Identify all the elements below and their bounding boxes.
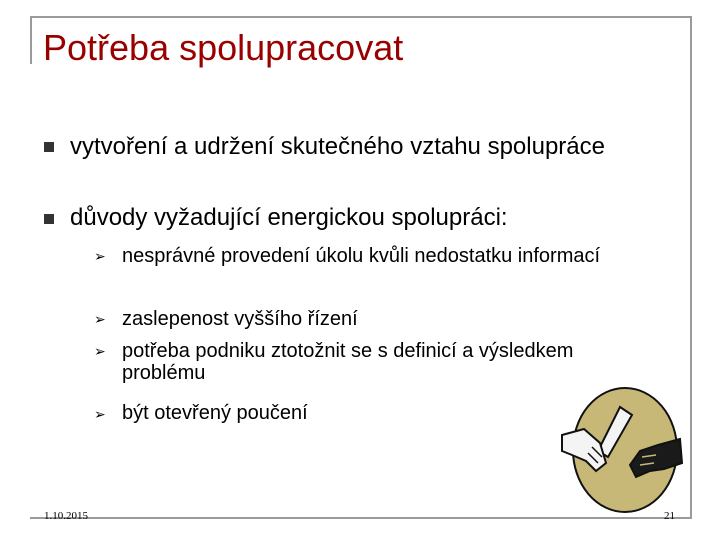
- sub-bullet-item: potřeba podniku ztotožnit se s definicí a výsledkem problému: [122, 340, 574, 384]
- sub-bullet-item: být otevřený poučení: [122, 402, 308, 424]
- arrowhead-bullet-icon: ➢: [94, 344, 106, 360]
- handshake-emblem-icon: [560, 385, 690, 515]
- bullet-item: vytvoření a udržení skutečného vztahu spolupráce: [70, 133, 605, 160]
- page-number: 21: [664, 510, 675, 522]
- square-bullet-icon: [44, 214, 54, 224]
- slide-frame-left: [30, 16, 32, 64]
- footer-date: 1.10.2015: [44, 510, 88, 522]
- arrowhead-bullet-icon: ➢: [94, 407, 106, 423]
- slide-title: Potřeba spolupracovat: [43, 27, 404, 68]
- square-bullet-icon: [44, 142, 54, 152]
- slide-frame-right: [690, 16, 692, 518]
- bullet-item: důvody vyžadující energickou spolupráci:: [70, 204, 508, 231]
- arrowhead-bullet-icon: ➢: [94, 312, 106, 328]
- sub-bullet-item: zaslepenost vyššího řízení: [122, 308, 358, 330]
- slide-frame-bottom: [30, 517, 692, 519]
- arrowhead-bullet-icon: ➢: [94, 249, 106, 265]
- slide-frame-top: [30, 16, 692, 18]
- sub-bullet-item: nesprávné provedení úkolu kvůli nedostatku informací: [122, 245, 601, 267]
